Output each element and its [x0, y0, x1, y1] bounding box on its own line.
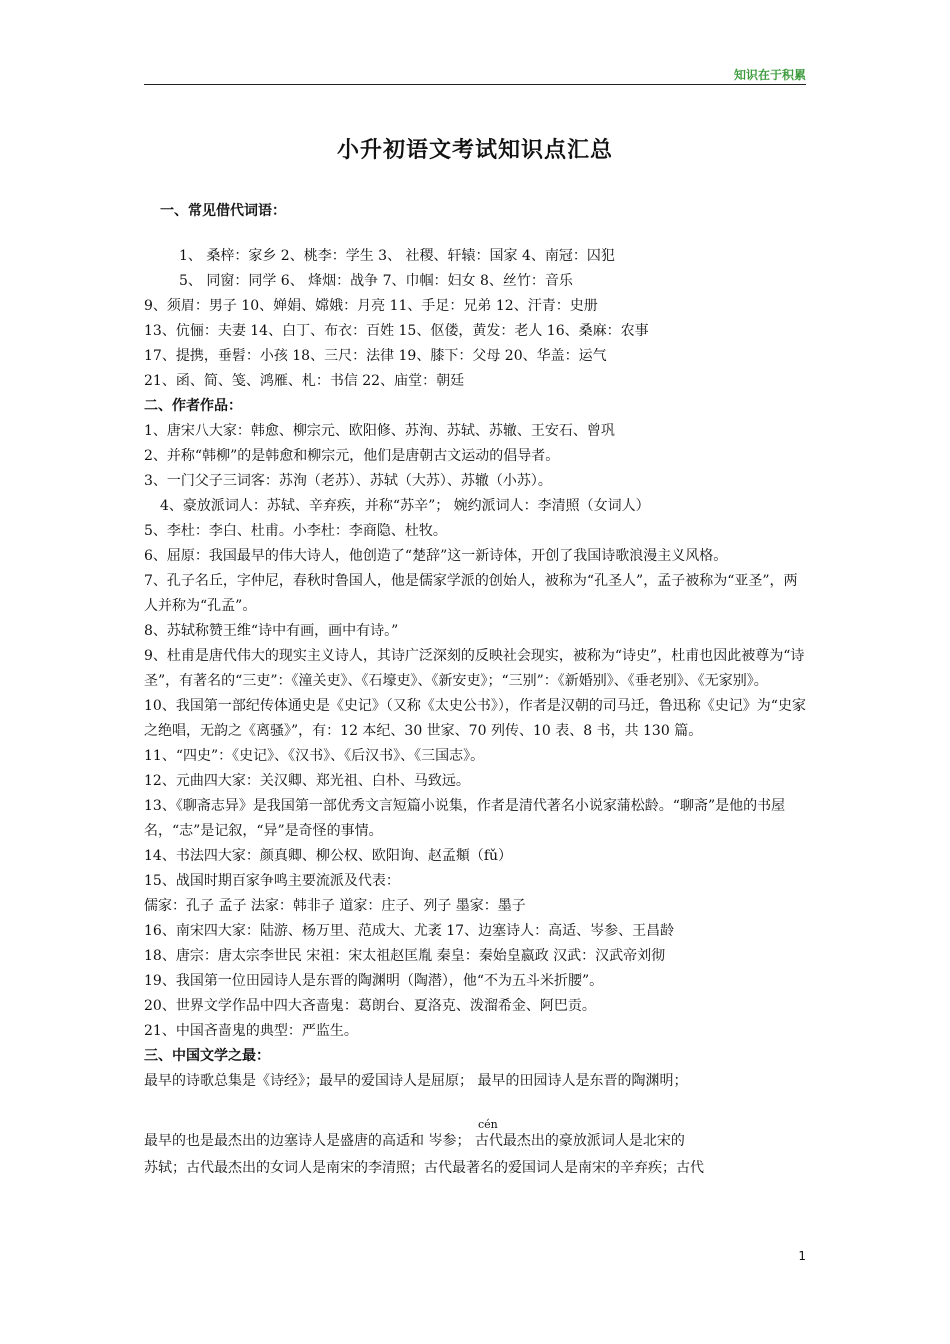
section2-heading: 二、作者作品： — [144, 398, 242, 414]
section2-item: 21、中国吝啬鬼的典型：严监生。 — [144, 1023, 358, 1039]
header-text: 知识在于积累 — [733, 68, 806, 82]
section1-line: 1、 桑梓：家乡 2、桃李：学生 3、 社稷、轩辕：国家 4、南冠：囚犯 — [179, 248, 615, 264]
document-title: 小升初语文考试知识点汇总 — [336, 138, 613, 163]
document-body — [144, 199, 808, 1181]
section1-line: 21、函、简、笺、鸿雁、札：书信 22、庙堂：朝廷 — [144, 373, 465, 389]
section2-item: 8、苏轼称赞王维“诗中有画，画中有诗。” — [144, 623, 399, 639]
section3-heading: 三、中国文学之最： — [144, 1048, 270, 1064]
section3-ruby-line — [144, 1094, 808, 1156]
section2-item: 10、我国第一部纪传体通史是《史记》（又称《太史公书》），作者是汉朝的司马迁，鲁迅称《史记》为“史家之绝唱，无韵之《离骚》”，有：12 本纪、30 世家、70 列传、10 表、8 书，共 130 篇。 — [144, 698, 806, 739]
section2-item: 13、《聊斋志异》是我国第一部优秀文言短篇小说集，作者是清代著名小说家蒲松龄。“聊斋”是他的书屋名，“志”是记叙，“异”是奇怪的事情。 — [144, 798, 786, 839]
section2-item: 1、唐宋八大家：韩愈、柳宗元、欧阳修、苏洵、苏轼、苏辙、王安石、曾巩 — [144, 423, 615, 439]
section2-item: 7、孔子名丘，字仲尼，春秋时鲁国人，他是儒家学派的创始人，被称为“孔圣人”，孟子被称为“亚圣”，两人并称为“孔孟”。 — [144, 573, 798, 614]
section2-item: 儒家：孔子 孟子 法家：韩非子 道家：庄子、列子 墨家：墨子 — [144, 898, 526, 914]
section2-item: 5、李杜：李白、杜甫。小李杜：李商隐、杜牧。 — [144, 523, 447, 539]
section2-item: 11、“四史”：《史记》、《汉书》、《后汉书》、《三国志》。 — [144, 748, 485, 764]
section2-item: 15、战国时期百家争鸣主要流派及代表： — [144, 873, 400, 889]
section1-heading: 一、常见借代词语： — [160, 203, 286, 219]
section1-line: 9、须眉：男子 10、婵娟、嫦娥：月亮 11、手足：兄弟 12、汗青：史册 — [144, 298, 598, 314]
section2-item: 19、我国第一位田园诗人是东晋的陶渊明（陶潜），他“不为五斗米折腰”。 — [144, 973, 604, 989]
section2-item: 12、元曲四大家：关汉卿、郑光祖、白朴、马致远。 — [144, 773, 470, 789]
section2-item: 4、豪放派词人：苏轼、辛弃疾，并称“苏辛”； 婉约派词人：李清照（女词人） — [160, 498, 650, 514]
section1-line: 13、伉俪：夫妻 14、白丁、布衣：百姓 15、伛偻，黄发：老人 16、桑麻：农事 — [144, 323, 649, 339]
section2-item: 18、唐宗：唐太宗李世民 宋祖：宋太祖赵匡胤 秦皇：秦始皇嬴政 汉武：汉武帝刘彻 — [144, 948, 666, 964]
section2-item: 6、屈原：我国最早的伟大诗人，他创造了“楚辞”这一新诗体，开创了我国诗歌浪漫主义风格。 — [144, 548, 728, 564]
header-rule — [144, 84, 806, 85]
section2-item: 9、杜甫是唐代伟大的现实主义诗人，其诗广泛深刻的反映社会现实，被称为“诗史”，杜甫也因此被尊为“诗圣”，有著名的“三吏”：《潼关吏》、《石壕吏》、《新安吏》；“三别”：《新婚别》、《垂老别》、《无家别》。 — [144, 648, 805, 689]
section3-line: 最早的也是最杰出的边塞诗人是盛唐的高适和 岑参； 古代最杰出的豪放派词人是北宋的 — [144, 1133, 685, 1149]
section2-item: 3、一门父子三词客：苏洵（老苏）、苏轼（大苏）、苏辙（小苏）。 — [144, 473, 552, 489]
section2-item: 16、南宋四大家：陆游、杨万里、范成大、尤袤 17、边塞诗人：高适、岑参、王昌龄 — [144, 923, 675, 939]
section2-item: 20、世界文学作品中四大吝啬鬼：葛朗台、夏洛克、泼溜希金、阿巴贡。 — [144, 998, 596, 1014]
spacer — [144, 224, 808, 244]
section3-line: 最早的诗歌总集是《诗经》；最早的爱国诗人是屈原； 最早的田园诗人是东晋的陶渊明； — [144, 1073, 688, 1089]
section2-item: 2、并称“韩柳”的是韩愈和柳宗元，他们是唐朝古文运动的倡导者。 — [144, 448, 560, 464]
section1-line: 17、提携，垂髫：小孩 18、三尺：法律 19、膝下：父母 20、华盖：运气 — [144, 348, 607, 364]
section3-line: 苏轼；古代最杰出的女词人是南宋的李清照；古代最著名的爱国词人是南宋的辛弃疾；古代 — [144, 1160, 704, 1176]
pinyin-annotation: cén — [478, 1118, 498, 1131]
page-number: 1 — [798, 1249, 806, 1263]
section2-item: 14、书法四大家：颜真卿、柳公权、欧阳询、赵孟頫（fǔ） — [144, 848, 513, 864]
section1-line: 5、 同窗：同学 6、 烽烟：战争 7、巾帼：妇女 8、丝竹：音乐 — [179, 273, 573, 289]
